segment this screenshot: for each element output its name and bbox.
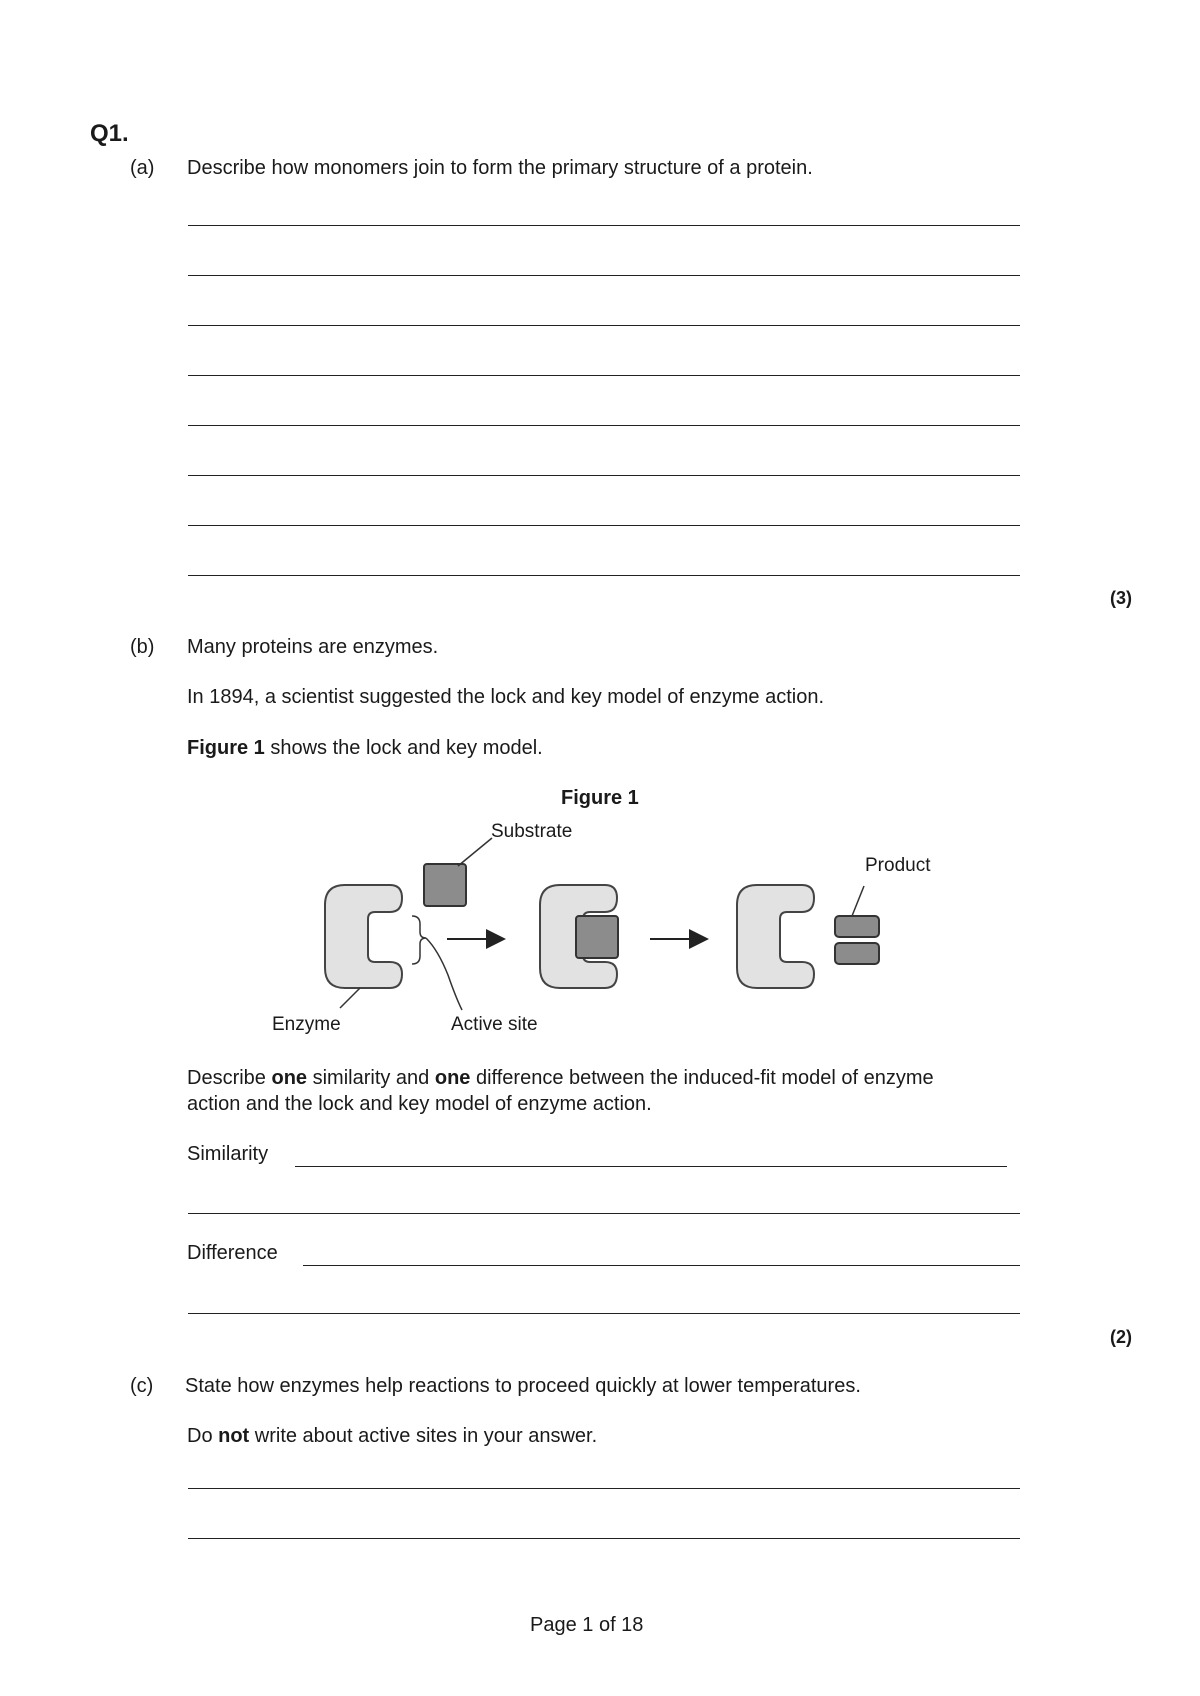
- describe-text: difference between the induced-fit model of enzyme: [470, 1067, 934, 1089]
- note-text: Do: [187, 1425, 219, 1447]
- describe-bold: one: [271, 1067, 308, 1089]
- figure-ref: Figure 1: [187, 737, 265, 759]
- substrate-label: Substrate: [491, 821, 573, 842]
- describe-bold: one: [434, 1067, 471, 1089]
- lock-and-key-diagram: [260, 820, 960, 1040]
- figure-ref-text: shows the lock and key model.: [264, 737, 543, 759]
- note-text: write about active sites in your answer.: [249, 1425, 598, 1447]
- product-pointer: [852, 886, 864, 916]
- product-shape-bottom: [835, 943, 879, 964]
- similarity-answer-line[interactable]: [188, 1213, 1020, 1214]
- similarity-label: Similarity: [187, 1143, 269, 1165]
- part-b-describe-line2: action and the lock and key model of enzyme action.: [187, 1093, 652, 1115]
- answer-line[interactable]: [188, 525, 1020, 526]
- answer-line[interactable]: [188, 325, 1020, 326]
- part-b-describe-line1: [187, 1067, 934, 1090]
- active-site-pointer: [426, 938, 462, 1010]
- answer-line[interactable]: [188, 475, 1020, 476]
- part-a-prompt: Describe how monomers join to form the primary structure of a protein.: [187, 157, 813, 179]
- part-a-marks: (3): [1110, 588, 1132, 608]
- enzyme-released: [737, 885, 814, 988]
- product-label: Product: [865, 855, 931, 876]
- figure-title: Figure 1: [561, 787, 639, 809]
- similarity-answer-line[interactable]: [295, 1166, 1007, 1167]
- part-b-marks: (2): [1110, 1327, 1132, 1347]
- part-a-label: (a): [130, 157, 155, 179]
- active-site-brace: [412, 916, 426, 964]
- difference-answer-line[interactable]: [188, 1313, 1020, 1314]
- note-bold: not: [218, 1425, 250, 1447]
- enzyme-shape: [325, 885, 402, 988]
- part-c-answer-line[interactable]: [188, 1488, 1020, 1489]
- enzyme-pointer: [340, 988, 360, 1008]
- bound-substrate: [576, 916, 618, 958]
- part-c-answer-line[interactable]: [188, 1538, 1020, 1539]
- part-b-line1: Many proteins are enzymes.: [187, 636, 439, 658]
- describe-text: similarity and: [307, 1067, 435, 1089]
- page-number: Page 1 of 18: [530, 1614, 644, 1636]
- part-b-line3: [187, 737, 543, 760]
- question-number: Q1.: [90, 120, 129, 147]
- part-c-prompt: State how enzymes help reactions to proceed quickly at lower temperatures.: [185, 1375, 861, 1397]
- difference-answer-line[interactable]: [303, 1265, 1020, 1266]
- active-site-label: Active site: [451, 1014, 538, 1035]
- difference-label: Difference: [187, 1242, 278, 1264]
- product-shape-top: [835, 916, 879, 937]
- part-b-line2: In 1894, a scientist suggested the lock and key model of enzyme action.: [187, 686, 825, 708]
- substrate-shape: [424, 864, 466, 906]
- answer-line[interactable]: [188, 375, 1020, 376]
- part-c-label: (c): [130, 1375, 154, 1397]
- enzyme-label: Enzyme: [272, 1014, 341, 1035]
- substrate-pointer: [458, 838, 492, 866]
- answer-line[interactable]: [188, 225, 1020, 226]
- answer-line[interactable]: [188, 425, 1020, 426]
- part-c-note: [187, 1425, 597, 1448]
- answer-line[interactable]: [188, 275, 1020, 276]
- part-b-label: (b): [130, 636, 155, 658]
- describe-text: Describe: [187, 1067, 272, 1089]
- answer-line[interactable]: [188, 575, 1020, 576]
